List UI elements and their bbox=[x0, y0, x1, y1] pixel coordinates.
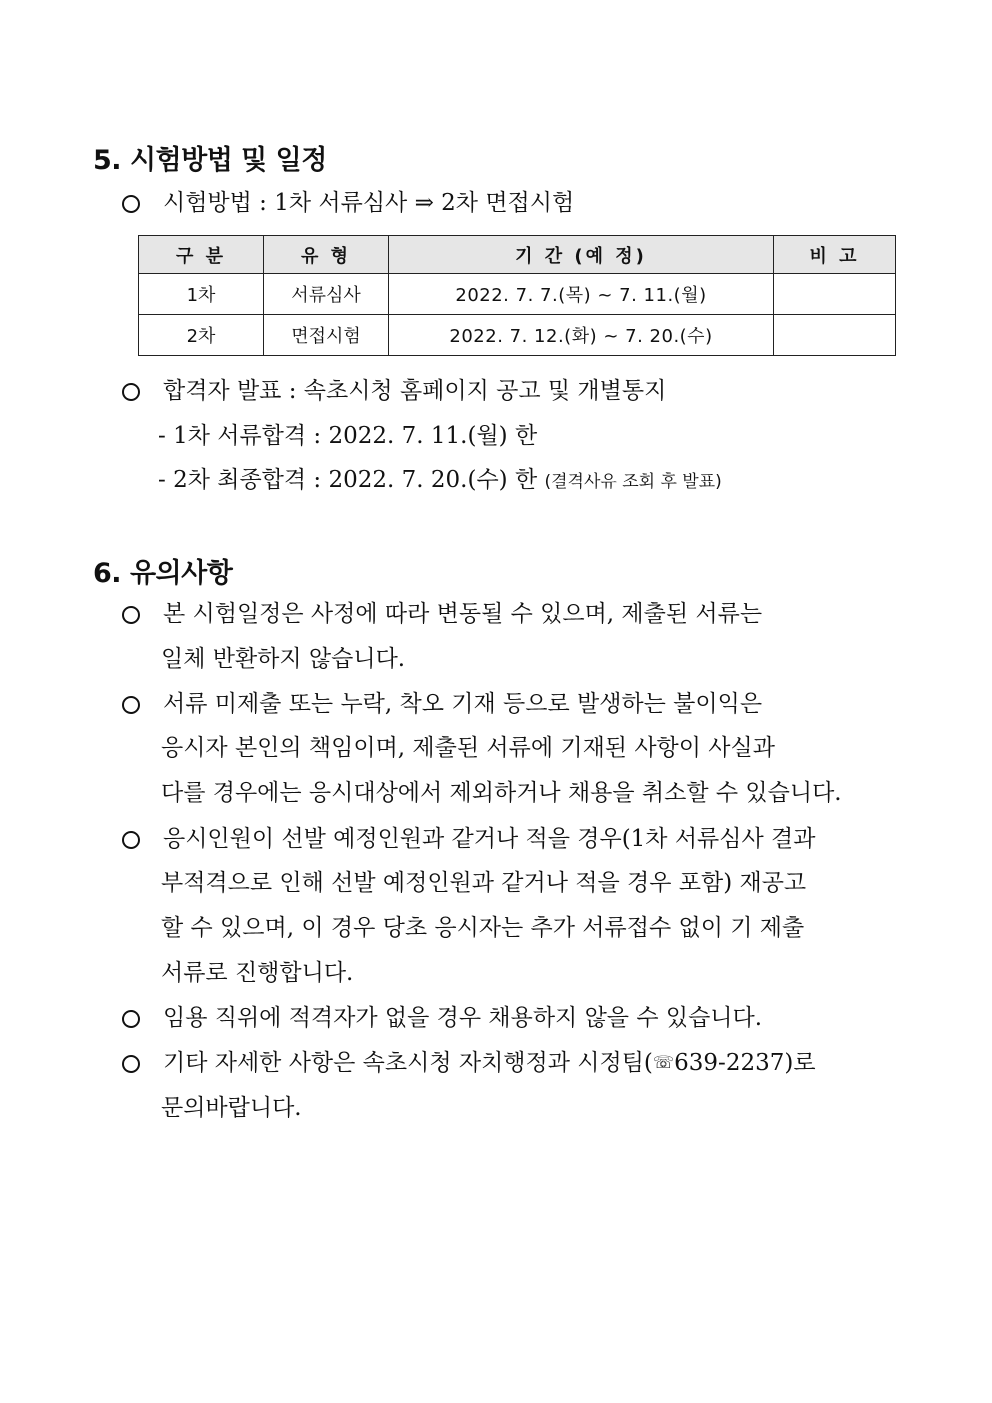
cell-period: 2022. 7. 12.(화) ~ 7. 20.(수) bbox=[389, 315, 774, 356]
notice-item-1 bbox=[120, 603, 898, 626]
cell-note bbox=[774, 274, 896, 315]
notice-item-5 bbox=[120, 1052, 898, 1075]
table-header-row bbox=[139, 236, 896, 274]
header-period: 기 간 (예 정) bbox=[389, 236, 774, 274]
final-pass-line bbox=[158, 469, 722, 492]
notice-item-2-line-3: 다를 경우에는 응시대상에서 제외하거나 채용을 취소할 수 있습니다. bbox=[161, 780, 842, 806]
circle-bullet-icon bbox=[122, 831, 140, 849]
cell-note bbox=[774, 315, 896, 356]
notice-item-2-line-1: 서류 미제출 또는 누락, 착오 기재 등으로 발생하는 불이익은 bbox=[163, 691, 763, 717]
notice-item-2 bbox=[120, 693, 898, 716]
final-pass-text: - 2차 최종합격 : 2022. 7. 20.(수) 한 bbox=[158, 467, 538, 493]
first-pass-line: - 1차 서류합격 : 2022. 7. 11.(월) 한 bbox=[158, 423, 538, 449]
section-5-title: 5. 시험방법 및 일정 bbox=[93, 145, 327, 176]
cell-stage: 1차 bbox=[139, 274, 264, 315]
announce-bullet bbox=[120, 380, 898, 403]
circle-bullet-icon bbox=[122, 1010, 140, 1028]
notice-item-5-line-1a: 기타 자세한 사항은 속초시청 자치행정과 시정팀( bbox=[163, 1050, 653, 1076]
method-text: 시험방법 : 1차 서류심사 ⇒ 2차 면접시험 bbox=[163, 190, 575, 216]
phone-icon: ☏ bbox=[652, 1053, 675, 1073]
table-row bbox=[139, 274, 896, 315]
section-6-title: 6. 유의사항 bbox=[93, 558, 233, 589]
schedule-table bbox=[138, 235, 896, 356]
notice-item-3-line-2: 부적격으로 인해 선발 예정인원과 같거나 적을 경우 포함) 재공고 bbox=[161, 870, 807, 896]
notice-item-1-line-2: 일체 반환하지 않습니다. bbox=[161, 646, 406, 672]
circle-bullet-icon bbox=[122, 1055, 140, 1073]
notice-item-3-line-1: 응시인원이 선발 예정인원과 같거나 적을 경우(1차 서류심사 결과 bbox=[163, 826, 816, 852]
notice-item-3-line-4: 서류로 진행합니다. bbox=[161, 960, 354, 986]
final-pass-note: (결격사유 조회 후 발표) bbox=[544, 472, 722, 492]
notice-item-4-line-1: 임용 직위에 적격자가 없을 경우 채용하지 않을 수 있습니다. bbox=[163, 1005, 763, 1031]
notice-item-4 bbox=[120, 1007, 898, 1030]
circle-bullet-icon bbox=[122, 383, 140, 401]
header-stage: 구 분 bbox=[139, 236, 264, 274]
notice-item-2-line-2: 응시자 본인의 책임이며, 제출된 서류에 기재된 사항이 사실과 bbox=[161, 735, 775, 761]
cell-type: 면접시험 bbox=[264, 315, 389, 356]
header-note: 비 고 bbox=[774, 236, 896, 274]
notice-item-5-line-1b: 639-2237)로 bbox=[674, 1050, 816, 1076]
circle-bullet-icon bbox=[122, 195, 140, 213]
notice-item-1-line-1: 본 시험일정은 사정에 따라 변동될 수 있으며, 제출된 서류는 bbox=[163, 601, 763, 627]
table-row bbox=[139, 315, 896, 356]
notice-item-3-line-3: 할 수 있으며, 이 경우 당초 응시자는 추가 서류접수 없이 기 제출 bbox=[161, 915, 805, 941]
notice-item-3 bbox=[120, 828, 898, 851]
announce-text: 합격자 발표 : 속초시청 홈페이지 공고 및 개별통지 bbox=[163, 378, 667, 404]
cell-type: 서류심사 bbox=[264, 274, 389, 315]
cell-period: 2022. 7. 7.(목) ~ 7. 11.(월) bbox=[389, 274, 774, 315]
cell-stage: 2차 bbox=[139, 315, 264, 356]
circle-bullet-icon bbox=[122, 696, 140, 714]
circle-bullet-icon bbox=[122, 606, 140, 624]
method-bullet bbox=[120, 192, 898, 215]
notice-item-5-line-2: 문의바랍니다. bbox=[161, 1095, 302, 1121]
header-type: 유 형 bbox=[264, 236, 389, 274]
